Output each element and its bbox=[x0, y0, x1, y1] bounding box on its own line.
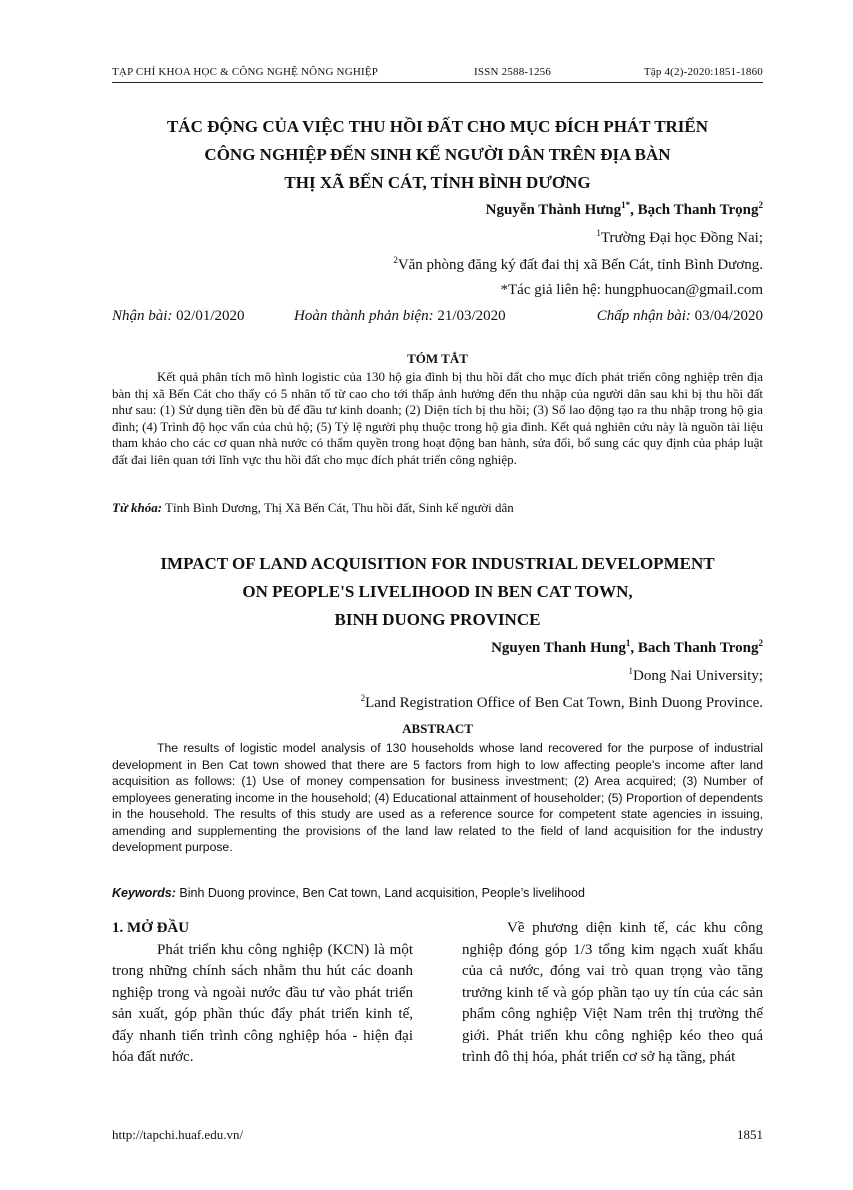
body-left-column bbox=[112, 918, 413, 1069]
affiliation-2-en bbox=[361, 693, 763, 712]
keywords-label: Từ khóa: bbox=[112, 500, 163, 515]
affiliation-text: Land Registration Office of Ben Cat Town, Binh Duong Province. bbox=[365, 695, 763, 711]
title-english bbox=[112, 550, 763, 634]
authors-vietnamese bbox=[486, 200, 763, 219]
title-line: TÁC ĐỘNG CỦA VIỆC THU HỒI ĐẤT CHO MỤC ĐÍCH PHÁT TRIỂN bbox=[166, 117, 709, 136]
received-date: Nhận bài: 02/01/2020 bbox=[112, 308, 245, 324]
author-name: Nguyễn Thành Hưng bbox=[485, 202, 622, 218]
affiliation-superscript: 2 bbox=[360, 693, 366, 703]
affiliation-text: Trường Đại học Đồng Nai; bbox=[600, 230, 763, 246]
abstract-vi: Kết quả phân tích mô hình logistic của 130 hộ gia đình bị thu hồi đất cho mục đích phát triển công nghiệp trên địa bàn thị xã Bến Cát cho thấy có 5 nhân tố từ cao cho tới thấp ảnh hưởng đến thu nhập của người dân sau khi bị thu hồi đất như sau: (1) Sử dụng tiền đền bù để đầu tư kinh doanh; (2) Diện tích bị thu hồi; (3) Số lao động tạo ra thu nhập trong hộ gia đình; (4) Trình độ học vấn của chủ hộ; (5) Tỷ lệ người phụ thuộc trong hộ gia đình. Kết quả nghiên cứu này là nguồn tài liệu tham khảo cho các cơ quan nhà nước có thẩm quyền trong hoạt động ban hành, sửa đổi, bổ sung các quy định của pháp luật đất đai liên quan tới lĩnh vực thu hồi đất cho mục đích phát triển công nghiệp. bbox=[112, 369, 763, 467]
author-superscript: 2 bbox=[758, 638, 763, 648]
keywords-text: Tỉnh Bình Dương, Thị Xã Bến Cát, Thu hồi đất, Sinh kế người dân bbox=[162, 500, 514, 515]
corresponding-author: *Tác giả liên hệ: hungphuocan@gmail.com bbox=[500, 282, 763, 298]
keywords-vi bbox=[112, 500, 763, 516]
author-separator: , bbox=[630, 202, 638, 218]
affiliation-text: Văn phòng đăng ký đất đai thị xã Bến Cát, tỉnh Bình Dương. bbox=[397, 257, 763, 273]
author-separator: , bbox=[630, 640, 638, 656]
affiliation-1-vi bbox=[596, 228, 763, 247]
title-line: ON PEOPLE'S LIVELIHOOD IN BEN CAT TOWN, bbox=[242, 582, 633, 601]
author-name: Bạch Thanh Trọng bbox=[637, 202, 759, 218]
header-rule bbox=[112, 82, 763, 83]
affiliation-1-en bbox=[629, 666, 763, 685]
author-name: Bach Thanh Trong bbox=[637, 640, 759, 656]
affiliation-superscript: 2 bbox=[393, 255, 398, 265]
author-superscript: 2 bbox=[758, 200, 763, 210]
author-name: Nguyen Thanh Hung bbox=[491, 640, 626, 656]
body-right-column bbox=[462, 918, 763, 1069]
author-superscript: 1 bbox=[625, 638, 631, 648]
journal-url[interactable]: http://tapchi.huaf.edu.vn/ bbox=[112, 1127, 244, 1142]
abstract-heading-en: ABSTRACT bbox=[402, 721, 473, 736]
affiliation-superscript: 1 bbox=[628, 666, 634, 676]
accepted-date: Chấp nhận bài: 03/04/2020 bbox=[596, 308, 763, 324]
abstract-heading-vi: TÓM TẮT bbox=[407, 351, 468, 366]
keywords-label: Keywords: bbox=[112, 886, 176, 900]
authors-english bbox=[491, 638, 763, 657]
title-line: THỊ XÃ BẾN CÁT, TỈNH BÌNH DƯƠNG bbox=[284, 173, 591, 192]
author-superscript: 1* bbox=[621, 200, 631, 210]
issn: ISSN 2588-1256 bbox=[474, 66, 552, 78]
affiliation-text: Dong Nai University; bbox=[633, 668, 763, 684]
section-heading: 1. MỞ ĐẦU bbox=[112, 920, 190, 936]
journal-name: TẠP CHÍ KHOA HỌC & CÔNG NGHỆ NÔNG NGHIỆP bbox=[112, 66, 379, 78]
title-line: IMPACT OF LAND ACQUISITION FOR INDUSTRIAL DEVELOPMENT bbox=[160, 554, 715, 573]
affiliation-2-vi bbox=[393, 255, 763, 274]
body-paragraph: Về phương diện kinh tế, các khu công nghiệp đóng góp 1/3 tổng kim ngạch xuất khẩu của cả nước, đóng vai trò quan trọng vào tăng trưởng kinh tế và góp phần tạo uy tín của các sản phẩm công nghiệp Việt Nam trên thị trường thế giới. Phát triển khu công nghiệp kéo theo quá trình đô thị hóa, phát triển cơ sở hạ tầng, phát bbox=[462, 920, 763, 1065]
affiliation-superscript: 1 bbox=[596, 228, 601, 238]
abstract-en: The results of logistic model analysis of 130 households whose land recovered for the purpose of industrial development in Ben Cat town showed that there are 5 factors from high to low affecting people's income after land acquisition as follows: (1) Use of money compensation for business investment; (2) Area acquired; (3) Number of employees generating income in the household; (4) Educational attainment of householder; (5) Proportion of dependents in the household. The results of this study are used as a reference source for competent state agencies in issuing, amending and supplementing the provisions of the land law related to the field of land acquisition for the industry development purpose. bbox=[112, 741, 763, 854]
body-paragraph: Phát triển khu công nghiệp (KCN) là một trong những chính sách nhằm thu hút các doanh nghiệp trong và ngoài nước đầu tư vào phát triển sản xuất, góp phần thúc đẩy phát triển kinh tế, đẩy nhanh tiến trình công nghiệp hóa - hiện đại hóa đất nước. bbox=[112, 941, 413, 1065]
page-number: 1851 bbox=[737, 1127, 763, 1142]
keywords-en bbox=[112, 886, 763, 900]
reviewed-date: Hoàn thành phản biện: 21/03/2020 bbox=[294, 308, 506, 324]
keywords-text: Binh Duong province, Ben Cat town, Land acquisition, People’s livelihood bbox=[175, 886, 585, 900]
title-line: CÔNG NGHIỆP ĐẾN SINH KẾ NGƯỜI DÂN TRÊN ĐỊA BÀN bbox=[204, 145, 671, 164]
title-line: BINH DUONG PROVINCE bbox=[334, 610, 541, 629]
volume-pages: Tập 4(2)-2020:1851-1860 bbox=[643, 66, 763, 78]
title-vietnamese bbox=[112, 113, 763, 197]
